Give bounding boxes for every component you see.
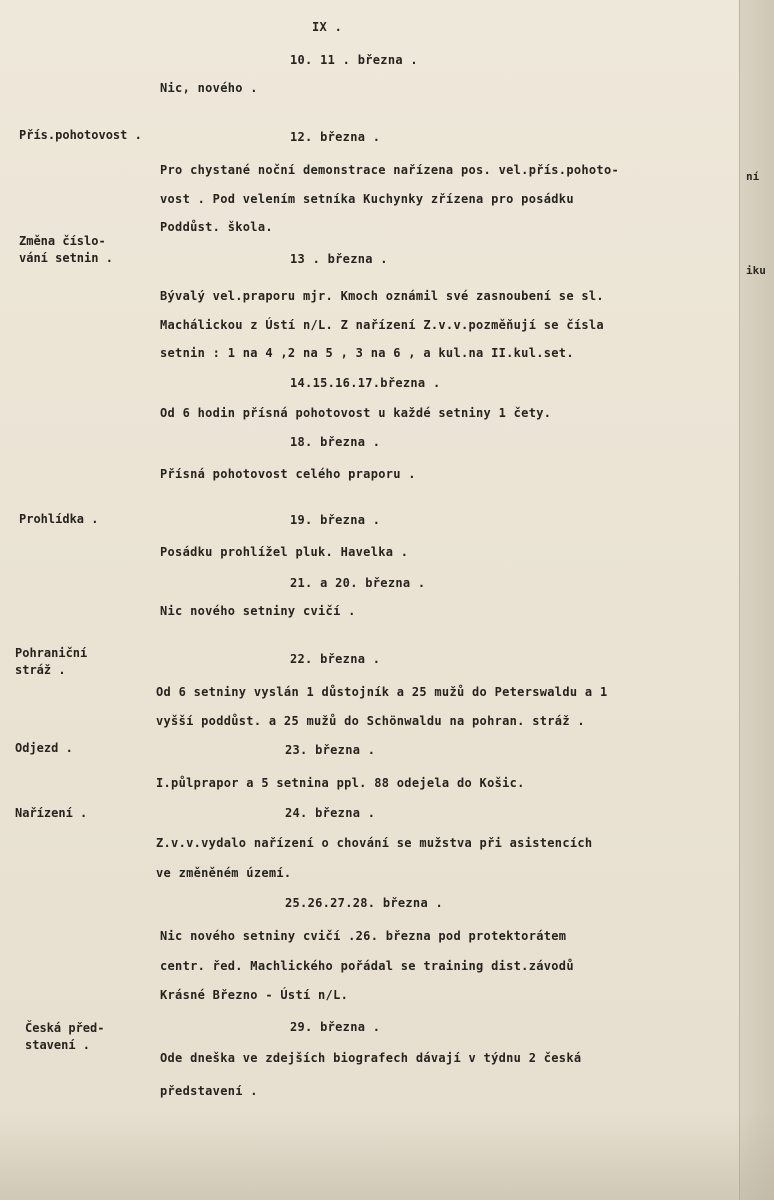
entry-line: Machálickou z Ústí n/L. Z nařízení Z.v.v.pozměňují se čísla — [160, 318, 604, 332]
entry-date: 22. března . — [290, 652, 381, 666]
margin-note: Prohlídka . — [19, 512, 99, 526]
margin-note: vání setnin . — [19, 251, 113, 265]
entry-line: Pro chystané noční demonstrace nařízena pos. vel.přís.pohoto- — [160, 163, 620, 177]
entry-date: 23. března . — [285, 743, 376, 757]
edge-fragment: iku — [746, 264, 766, 277]
entry-line: Přísná pohotovost celého praporu . — [160, 467, 416, 481]
adjacent-page-edge — [739, 0, 774, 1200]
entry-date: 10. 11 . března . — [290, 53, 418, 67]
entry-line: Nic nového setniny cvičí . — [160, 604, 356, 618]
entry-date: 12. března . — [290, 130, 381, 144]
margin-note: stavení . — [25, 1038, 91, 1052]
entry-line: Nic nového setniny cvičí .26. března pod protektorátem — [160, 929, 567, 943]
entry-line: Od 6 setniny vyslán 1 důstojník a 25 mužů do Peterswaldu a 1 — [156, 685, 608, 699]
entry-line: vyšší poddůst. a 25 mužů do Schönwaldu na pohran. stráž . — [156, 714, 585, 728]
entry-line: Krásné Březno - Ústí n/L. — [160, 988, 349, 1002]
margin-note: Nařízení . — [15, 806, 88, 820]
margin-note: Česká před- — [25, 1021, 105, 1035]
entry-line: centr. řed. Machlického pořádal se training dist.závodů — [160, 959, 574, 973]
entry-line: Posádku prohlížel pluk. Havelka . — [160, 545, 409, 559]
entry-line: ve změněném území. — [156, 866, 292, 880]
entry-line: představení . — [160, 1084, 258, 1098]
entry-date: 14.15.16.17.března . — [290, 376, 441, 390]
entry-date: 18. března . — [290, 435, 381, 449]
entry-line: Od 6 hodin přísná pohotovost u každé setniny 1 čety. — [160, 406, 552, 420]
entry-line: vost . Pod velením setníka Kuchynky zřízena pro posádku — [160, 192, 574, 206]
margin-note: Změna číslo- — [19, 234, 106, 248]
entry-date: 13 . března . — [290, 252, 388, 266]
entry-line: Bývalý vel.praporu mjr. Kmoch oznámil své zasnoubení se sl. — [160, 289, 604, 303]
page-number: IX . — [312, 20, 343, 34]
entry-date: 21. a 20. března . — [290, 576, 426, 590]
entry-line: Poddůst. škola. — [160, 220, 273, 234]
entry-line: Ode dneška ve zdejších biografech dávají v týdnu 2 česká — [160, 1051, 582, 1065]
entry-line: setnin : 1 na 4 ,2 na 5 , 3 na 6 , a kul.na II.kul.set. — [160, 346, 574, 360]
entry-date: 29. března . — [290, 1020, 381, 1034]
entry-date: 25.26.27.28. března . — [285, 896, 444, 910]
edge-fragment: ní — [746, 170, 760, 183]
margin-note: Přís.pohotovost . — [19, 128, 142, 142]
entry-date: 24. března . — [285, 806, 376, 820]
entry-date: 19. března . — [290, 513, 381, 527]
margin-note: stráž . — [15, 663, 66, 677]
margin-note: Odjezd . — [15, 741, 73, 755]
entry-line: I.půlprapor a 5 setnina ppl. 88 odejela do Košic. — [156, 776, 525, 790]
entry-line: Nic, nového . — [160, 81, 258, 95]
margin-note: Pohraniční — [15, 646, 88, 660]
page-bottom-shadow — [0, 1110, 774, 1200]
entry-line: Z.v.v.vydalo nařízení o chování se mužstva při asistencích — [156, 836, 593, 850]
